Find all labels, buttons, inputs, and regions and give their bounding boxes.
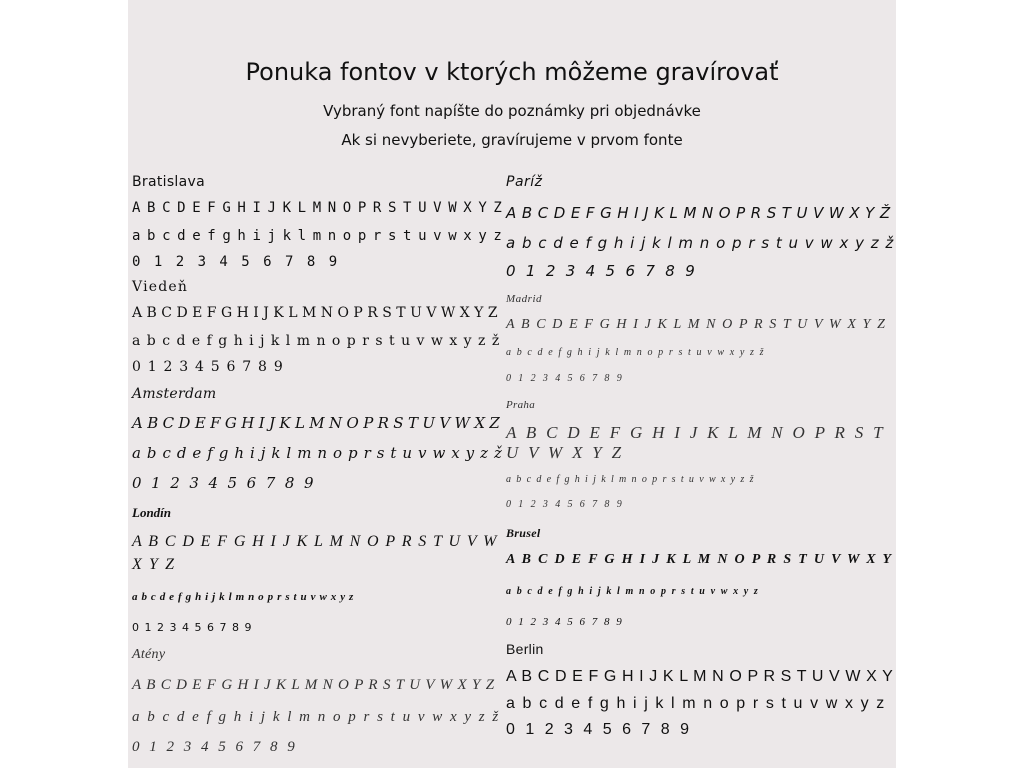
font-sample-lowercase: a b c d e f g h i j k l m n o p r s t u v w x y z ž xyxy=(132,709,501,725)
font-sample-uppercase: A B C D E F G H I J K L M N O P R S T xyxy=(506,423,886,442)
font-sample-uppercase: A B C D E F G H I J K L M N O P R S T U V W X Y Ž xyxy=(506,204,891,222)
font-sample-digits: 0 1 2 3 4 5 6 7 8 9 xyxy=(132,359,284,375)
font-sample-digits: 0 1 2 3 4 5 6 7 8 9 xyxy=(132,474,316,492)
font-name-madrid: Madrid xyxy=(506,293,542,305)
font-sample-uppercase-cont: X Y Z xyxy=(132,556,176,573)
font-sample-uppercase: A B C D E F G H I J K L M N O P R S T U V W X Z xyxy=(132,414,500,432)
font-sample-digits: 0 1 2 3 4 5 6 7 8 9 xyxy=(132,621,253,634)
font-sample-lowercase: a b c d e f g h i j k l m n o p r s t u v w x y z xyxy=(132,591,354,603)
subtitle-instruction: Vybraný font napíšte do poznámky pri objednávke xyxy=(323,102,701,120)
font-sample-digits: 0 1 2 3 4 5 6 7 8 9 xyxy=(132,739,298,755)
font-sample-uppercase: A B C D E F G H I J K L M N O P R S T U V W X Y xyxy=(506,668,894,685)
font-name-berlin: Berlin xyxy=(506,641,544,657)
font-sample-digits: 0 1 2 3 4 5 6 7 8 9 xyxy=(506,616,624,628)
font-sample-digits: 0 1 2 3 4 5 6 7 8 9 xyxy=(506,499,625,510)
font-sample-uppercase: A B C D E F G H I J K L M N O P R S T U V W X Y Z xyxy=(506,317,887,332)
font-sample-uppercase: A B C D E F G H I J K L M N O P R S T U V W xyxy=(132,533,498,550)
font-sample-lowercase: a b c d e f g h i j k l m n o p r s t u v w x y z ž xyxy=(132,333,501,349)
font-sample-lowercase: a b c d e f g h i j k l m n o p r s t u v w x y z xyxy=(132,228,501,244)
font-sample-lowercase: a b c d e f g h i j k l m n o p r s t u v w x y z ž xyxy=(506,347,766,358)
font-name-pariz: Paríž xyxy=(506,174,543,190)
font-sample-uppercase: A B C D E F G H I J K L M N O P R S T U V W X Y Z xyxy=(132,305,498,321)
font-name-vieden: Viedeň xyxy=(132,279,189,295)
font-sample-digits: 0 1 2 3 4 5 6 7 8 9 xyxy=(506,373,625,384)
font-sample-uppercase: A B C D E F G H I J K L M N O P R S T U V W X Y Z xyxy=(132,200,501,216)
font-name-ateny: Atény xyxy=(132,647,166,662)
font-sample-lowercase: a b c d e f g h i j k l m n o p r s t u v w x y z ž xyxy=(506,474,755,485)
subtitle-default-font: Ak si nevyberiete, gravírujeme v prvom fonte xyxy=(341,131,683,149)
font-sample-lowercase: a b c d e f g h i j k l m n o p r s t u v w x y z ž xyxy=(506,234,895,252)
font-sample-lowercase: a b c d e f g h i j k l m n o p r s t u v w x y z xyxy=(506,586,760,597)
font-sample-uppercase-cont: U V W X Y Z xyxy=(506,443,624,462)
font-name-amsterdam: Amsterdam xyxy=(132,386,217,402)
font-sample-uppercase: A B C D E F G H I J K L M N O P R S T U V W X Y Z xyxy=(132,677,495,693)
font-sample-sheet xyxy=(128,0,896,768)
font-sample-digits: 0 1 2 3 4 5 6 7 8 9 xyxy=(506,721,692,738)
font-name-bratislava: Bratislava xyxy=(132,174,205,190)
font-sample-digits: 0 1 2 3 4 5 6 7 8 9 xyxy=(132,254,340,270)
font-sample-uppercase: A B C D E F G H I J K L M N O P R S T U V W X Y xyxy=(506,552,893,567)
font-sample-digits: 0 1 2 3 4 5 6 7 8 9 xyxy=(506,262,698,280)
font-name-londin: Londín xyxy=(132,505,172,520)
page-title: Ponuka fontov v ktorých môžeme gravírovať xyxy=(245,58,779,86)
font-name-brusel: Brusel xyxy=(506,526,541,540)
font-sample-lowercase: a b c d e f g h i j k l m n o p r s t u v w x y z xyxy=(506,695,886,712)
font-sample-lowercase: a b c d e f g h i j k l m n o p r s t u v w x y z ž xyxy=(132,444,503,462)
font-name-praha: Praha xyxy=(506,399,535,411)
